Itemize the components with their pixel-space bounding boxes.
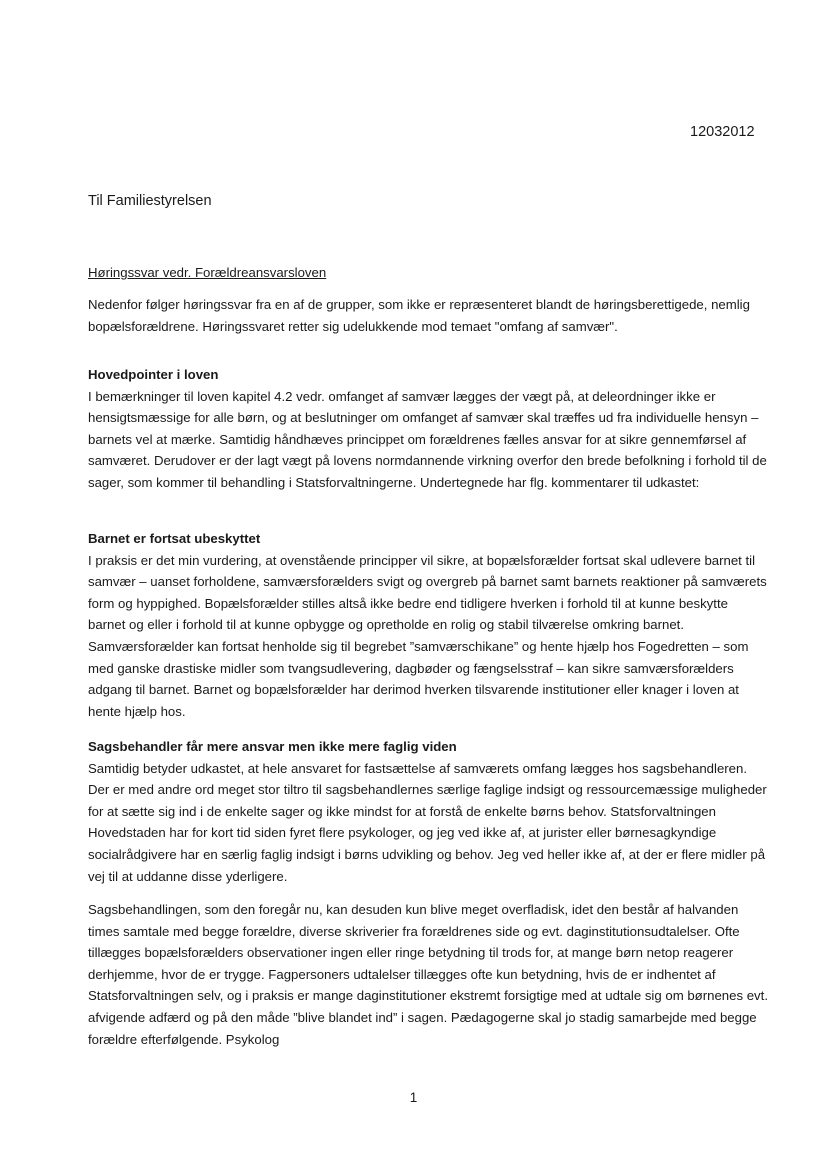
closing-paragraph — [88, 899, 768, 1050]
intro-paragraph — [88, 294, 768, 337]
section-hovedpointer — [88, 364, 768, 494]
section-heading: Barnet er fortsat ubeskyttet — [88, 531, 261, 546]
subject-line: Høringssvar vedr. Forældreansvarsloven — [88, 265, 327, 280]
page-number: 1 — [409, 1090, 418, 1105]
closing-text: Sagsbehandlingen, som den foregår nu, kan desuden kun blive meget overfladisk, idet den består af halvanden times samtale med begge forældre, diverse skriverier fra forældrenes side og evt. daginstitutionsudtalelser. Ofte tillægges bopælsforælders observationer ingen eller ringe betydning til trods for, at mange børn netop reagerer derhjemme, hvor de er trygge. Fagpersoners udtalelser tillægges ofte kun betydning, hvis de er indhentet af Statsforvaltningen selv, og i praksis er mange daginstitutioner ekstremt forsigtige med at udtale sig om børnenes evt. afvigende adfærd og på den måde ”blive blandet ind” i sagen. Pædagogerne skal jo stadig samarbejde med begge forældre efterfølgende. Psykolog — [88, 902, 768, 1047]
section-heading: Hovedpointer i loven — [88, 367, 219, 382]
section-heading: Sagsbehandler får mere ansvar men ikke mere faglig viden — [88, 739, 457, 754]
intro-text: Nedenfor følger høringssvar fra en af de grupper, som ikke er repræsenteret blandt de høringsberettigede, nemlig bopælsforældrene. Høringssvaret retter sig udelukkende mod temaet "omfang af samvær". — [88, 297, 750, 334]
section-sagsbehandler — [88, 736, 768, 887]
section-body: Samtidig betyder udkastet, at hele ansvaret for fastsættelse af samværets omfang lægges hos sagsbehandleren. Der er med andre ord meget stor tiltro til sagsbehandlernes særlige faglige indsigt og ressourcemæssige muligheder for at sætte sig ind i de enkelte sager og ikke mindst for at forstå de enkelte børns behov. Statsforvaltningen Hovedstaden har for kort tid siden fyret flere psykologer, og jeg ved ikke af, at jurister eller børnesagkyndige socialrådgivere har en særlig faglig indsigt i børns udvikling og behov. Jeg ved heller ikke af, at der er flere midler på vej til at uddanne disse yderligere. — [88, 760, 767, 884]
recipient-line: Til Familiestyrelsen — [88, 193, 212, 209]
section-barnet — [88, 528, 768, 722]
section-body: I praksis er det min vurdering, at ovenstående principper vil sikre, at bopælsforælder fortsat skal udlevere barnet til samvær – uanset forholdene, samværsforælders svigt og overgreb på barnet samt barnets reaktioner på samværets form og hyppighed. Bopælsforælder stilles altså ikke bedre end tidligere hverken i forhold til at kunne beskytte barnet og eller i forhold til at kunne opbygge og opretholde en rolig og stabil tilværelse omkring barnet. Samværsforælder kan fortsat henholde sig til begrebet ”samværschikane” og hente hjælp hos Fogedretten – som med ganske drastiske midler som tvangsudlevering, dagbøder og fængselsstraf – kan sikre samværsforælders adgang til barnet. Barnet og bopælsforælder har derimod hverken tilsvarende institutioner eller knager i loven at hente hjælp hos. — [88, 552, 767, 719]
letter-date: 12032012 — [690, 124, 755, 140]
section-body: I bemærkninger til loven kapitel 4.2 vedr. omfanget af samvær lægges der vægt på, at deleordninger ikke er hensigtsmæssige for alle børn, og at beslutninger om omfanget af samvær skal træffes ud fra individuelle hensyn – barnets vel at mærke. Samtidig håndhæves princippet om forældrenes fælles ansvar for at sikre gennemførsel af samværet. Derudover er der lagt vægt på lovens normdannende virkning overfor den brede befolkning i forhold til de sager, som kommer til behandling i Statsforvaltningerne. Undertegnede har flg. kommentarer til udkastet: — [88, 388, 767, 490]
